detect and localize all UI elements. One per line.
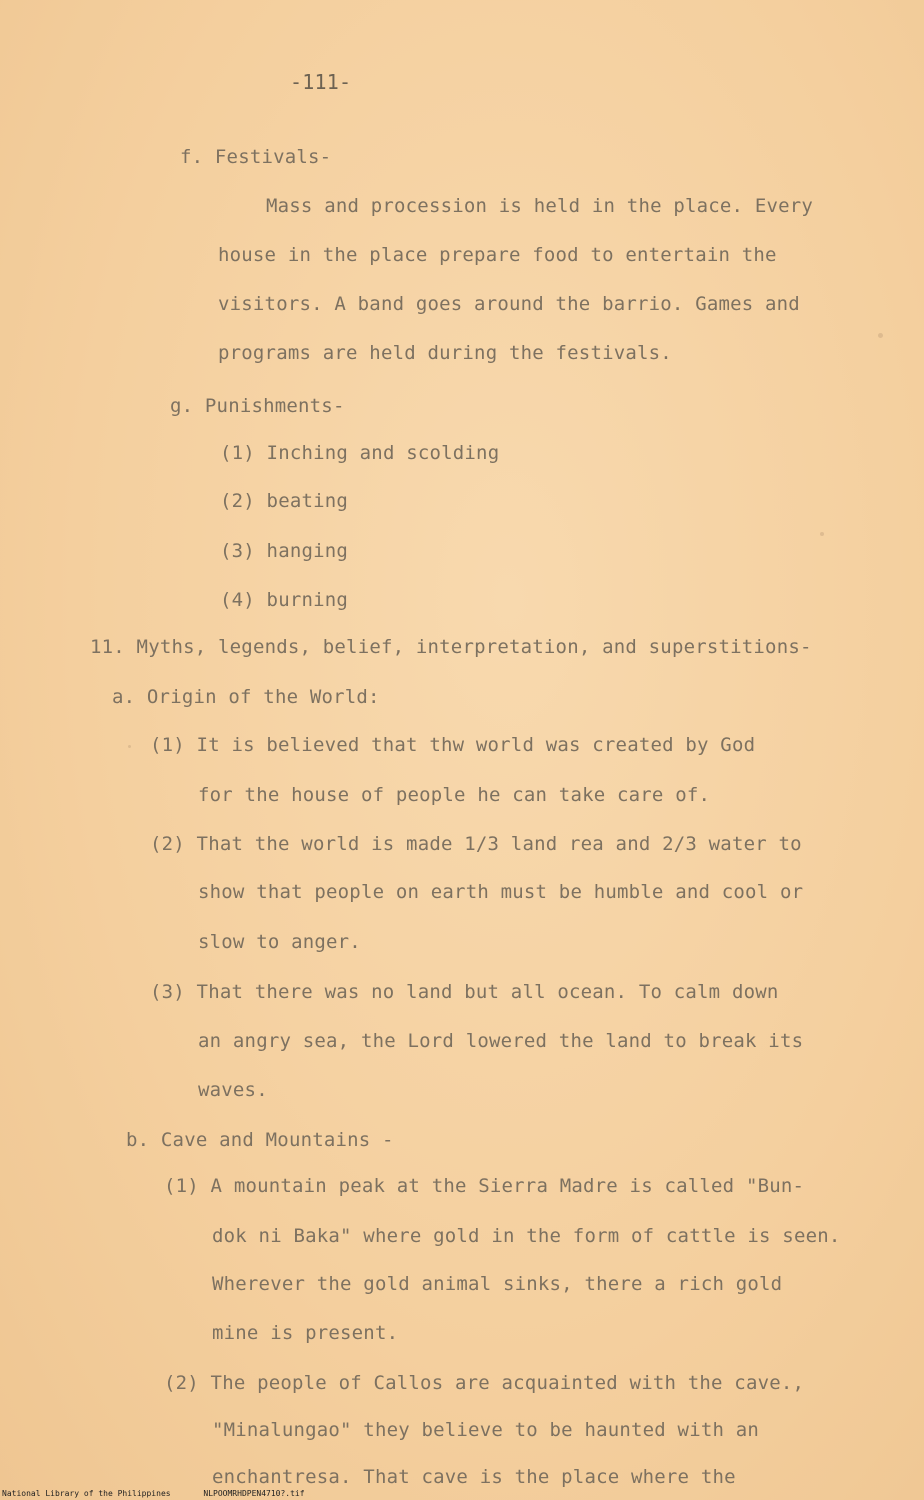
caves-line: dok ni Baka" where gold in the form of cattle is seen. <box>212 1225 841 1247</box>
paper-speck <box>128 745 131 748</box>
festivals-line: visitors. A band goes around the barrio. Games and <box>218 293 800 315</box>
caves-line: (2) The people of Callos are acquainted with the cave., <box>164 1372 805 1394</box>
festivals-line: programs are held during the festivals. <box>218 342 672 364</box>
origin-line: an angry sea, the Lord lowered the land to break its <box>198 1030 804 1052</box>
origin-line: for the house of people he can take care of. <box>198 784 711 806</box>
origin-line: show that people on earth must be humble and cool or <box>198 881 804 903</box>
origin-heading: a. Origin of the World: <box>112 686 380 708</box>
footer-filename: NLPOOMRHDPEN4710?.tif <box>203 1489 305 1498</box>
paper-speck <box>820 532 824 536</box>
page-number: -111- <box>290 70 352 94</box>
festivals-line: house in the place prepare food to entertain the <box>218 244 777 266</box>
festivals-line: Mass and procession is held in the place. Every <box>266 195 814 217</box>
punishment-item: (4) burning <box>220 589 349 611</box>
myths-heading: 11. Myths, legends, belief, interpretation, and superstitions- <box>90 636 812 658</box>
paper-speck <box>878 333 883 338</box>
origin-line: waves. <box>198 1079 268 1101</box>
punishment-item: (2) beating <box>220 490 349 512</box>
caves-line: mine is present. <box>212 1322 399 1344</box>
punishments-heading: g. Punishments- <box>170 395 345 417</box>
festivals-heading: f. Festivals- <box>180 146 332 168</box>
footer-library: National Library of the Philippines <box>2 1489 171 1498</box>
caves-line: Wherever the gold animal sinks, there a rich gold <box>212 1273 783 1295</box>
punishment-item: (1) Inching and scolding <box>220 442 500 464</box>
origin-line: slow to anger. <box>198 931 361 953</box>
caves-line: enchantresa. That cave is the place where the <box>212 1466 736 1488</box>
caves-line: "Minalungao" they believe to be haunted with an <box>212 1419 760 1441</box>
scan-footer <box>2 1489 333 1498</box>
origin-line: (2) That the world is made 1/3 land rea and 2/3 water to <box>150 833 802 855</box>
origin-line: (3) That there was no land but all ocean. To calm down <box>150 981 779 1003</box>
caves-line: (1) A mountain peak at the Sierra Madre is called "Bun- <box>164 1175 805 1197</box>
origin-line: (1) It is believed that thw world was created by God <box>150 734 756 756</box>
caves-heading: b. Cave and Mountains - <box>126 1129 394 1151</box>
punishment-item: (3) hanging <box>220 540 349 562</box>
